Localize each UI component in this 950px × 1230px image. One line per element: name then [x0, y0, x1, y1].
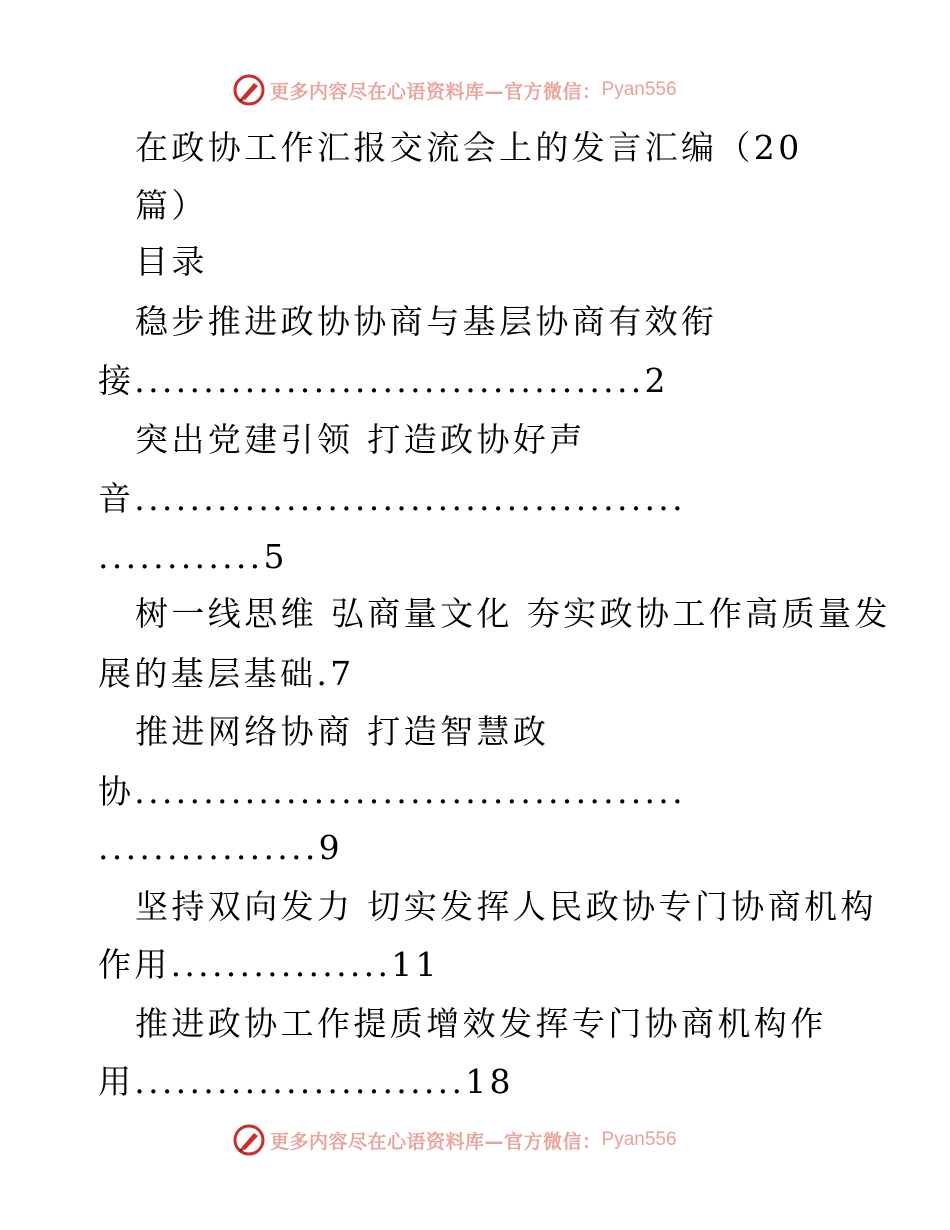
- toc-entry-title[interactable]: 稳步推进政协协商与基层协商有效衔: [135, 302, 718, 341]
- toc-entry-title[interactable]: 推进政协工作提质增效发挥专门协商机构作: [135, 1004, 827, 1043]
- toc-entry-leader[interactable]: 作用................11: [98, 945, 440, 984]
- toc-entry-leader[interactable]: 用........................18: [98, 1062, 514, 1101]
- toc-entry-title[interactable]: 推进网络协商 打造智慧政: [135, 712, 550, 751]
- toc-heading: 目录: [135, 242, 208, 281]
- watermark-text: 更多内容尽在心语资料库—官方微信：: [270, 1130, 602, 1153]
- watermark-id: Pyan556: [601, 79, 677, 100]
- document-title-line1: 在政协工作汇报交流会上的发言汇编（20: [135, 128, 803, 167]
- pen-logo-icon: [232, 1123, 266, 1157]
- toc-entry-leader[interactable]: 协........................................: [98, 772, 686, 811]
- toc-entry-leader[interactable]: 展的基层基础.7: [98, 654, 355, 693]
- toc-entry-page[interactable]: ................9: [98, 828, 343, 867]
- toc-entry-title[interactable]: 树一线思维 弘商量文化 夯实政协工作高质量发: [135, 594, 891, 633]
- watermark-banner-bottom: [232, 1120, 732, 1160]
- watermark-id: Pyan556: [601, 1129, 677, 1150]
- toc-entry-title[interactable]: 突出党建引领 打造政协好声: [135, 420, 586, 459]
- toc-entry-leader[interactable]: 音........................................: [98, 479, 686, 518]
- pen-logo-icon: [232, 73, 266, 107]
- toc-entry-page[interactable]: ............5: [98, 537, 288, 576]
- watermark-banner-top: [232, 70, 732, 110]
- watermark-text: 更多内容尽在心语资料库—官方微信：: [270, 80, 602, 103]
- document-title-line2: 篇）: [135, 186, 208, 225]
- toc-entry-title[interactable]: 坚持双向发力 切实发挥人民政协专门协商机构: [135, 887, 877, 926]
- toc-entry-leader[interactable]: 接.....................................2: [98, 361, 669, 400]
